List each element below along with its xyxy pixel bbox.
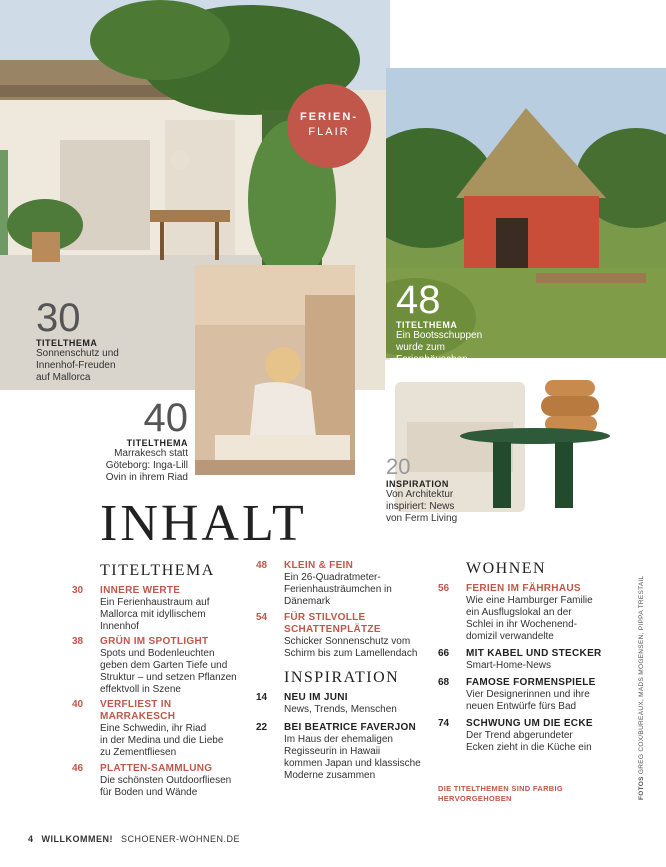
entry-page: 14	[256, 692, 268, 703]
entry-title: PLATTEN-SAMMLUNG	[100, 763, 213, 774]
entry-line: in der Medina und die Liebe	[100, 735, 224, 746]
entry-line: Smart-Home-News	[466, 660, 552, 671]
toc-entry[interactable]	[256, 560, 446, 608]
entry-title: KLEIN & FEIN	[284, 560, 354, 571]
note-line: HERVORGEHOBEN	[438, 794, 512, 803]
caption-20	[386, 455, 457, 525]
toc-entry[interactable]	[72, 699, 252, 759]
entry-line: Die schönsten Outdoorfliesen	[100, 775, 232, 786]
toc-entry[interactable]	[256, 722, 446, 782]
entry-line: geben dem Garten Tiefe und	[100, 660, 228, 671]
footer-website[interactable]: SCHOENER-WOHNEN.DE	[121, 834, 241, 844]
entry-page: 66	[438, 648, 450, 659]
entry-line: Moderne zusammen	[284, 770, 376, 781]
entry-line: Vier Designerinnen und ihre	[466, 689, 590, 700]
caption-line: Göteborg: Inga-Lill	[105, 460, 188, 471]
entry-page: 40	[72, 699, 84, 710]
entry-line: kommen Japan und klassische	[284, 758, 421, 769]
entry-title: NEU IM JUNI	[284, 692, 348, 703]
highlight-note	[438, 784, 563, 804]
badge-line-1: FERIEN-	[300, 111, 358, 123]
entry-line: Mallorca mit idyllischem	[100, 609, 206, 620]
caption-line: Ovin in ihrem Riad	[105, 472, 188, 483]
entry-line: Innenhof	[100, 621, 139, 632]
entry-title: BEI BEATRICE FAVERJON	[284, 722, 417, 733]
caption-line: Innenhof-Freuden	[36, 360, 116, 371]
entry-line: ein Ausflugslokal an der	[466, 607, 572, 618]
section-heading-titelthema: TITELTHEMA	[100, 562, 215, 579]
entry-line: effektvoll in Szene	[100, 684, 181, 695]
caption-line: Ein Bootsschuppen	[396, 330, 483, 341]
entry-line: Wie eine Hamburger Familie	[466, 595, 593, 606]
entry-line: Spots und Bodenleuchten	[100, 648, 215, 659]
entry-page: 54	[256, 612, 268, 623]
entry-line: Eine Schwedin, ihr Riad	[100, 723, 207, 734]
caption-48	[396, 280, 482, 366]
caption-40	[106, 398, 188, 484]
ferien-flair-badge	[287, 84, 371, 168]
badge-line-2: FLAIR	[308, 126, 350, 138]
credits-text: GREG COX/BUREAUX, MADS MOGENSEN, PIPPA TRESTAIL	[638, 575, 645, 775]
entry-line: Regisseurin in Hawaii	[284, 746, 381, 757]
entry-title: FERIEN IM FÄHRHAUS	[466, 583, 581, 594]
footer-section: WILLKOMMEN!	[41, 834, 114, 844]
caption-line: von Ferm Living	[386, 513, 458, 524]
entry-page: 48	[256, 560, 268, 571]
entry-line: Ecken zieht in die Küche ein	[466, 742, 592, 753]
entry-line: News, Trends, Menschen	[284, 704, 397, 715]
entry-page: 56	[438, 583, 450, 594]
entry-page: 38	[72, 636, 84, 647]
caption-label: INSPIRATION	[386, 479, 449, 489]
entry-line: domizil verwandelte	[466, 631, 554, 642]
entry-page: 74	[438, 718, 450, 729]
caption-line: wurde zum	[396, 342, 445, 353]
entry-page: 46	[72, 763, 84, 774]
toc-entry[interactable]	[438, 718, 634, 754]
entry-line: Dänemark	[284, 596, 331, 607]
entry-line: Ferienhausträumchen in	[284, 584, 392, 595]
entry-line: Ein 26-Quadratmeter-	[284, 572, 381, 583]
entry-line: Der Trend abgerundeter	[466, 730, 573, 741]
entry-line: Struktur – und setzen Pflanzen	[100, 672, 237, 683]
toc-entry[interactable]	[438, 583, 634, 643]
entry-title: VERFLIEST IN	[100, 699, 172, 710]
toc-entry[interactable]	[72, 763, 252, 799]
caption-line: Sonnenschutz und	[36, 348, 119, 359]
toc-entry[interactable]	[72, 636, 252, 696]
entry-line: Ein Ferienhaustraum auf	[100, 597, 210, 608]
entry-title: MIT KABEL UND STECKER	[466, 648, 602, 659]
credits-label: FOTOS	[638, 776, 645, 800]
caption-line: auf Mallorca	[36, 372, 91, 383]
entry-title: SCHWUNG UM DIE ECKE	[466, 718, 593, 729]
page-title: INHALT	[100, 495, 307, 552]
entry-title-line-2: SCHATTENPLÄTZE	[284, 624, 381, 635]
caption-number: 48	[396, 278, 441, 322]
entry-line: für Boden und Wände	[100, 787, 198, 798]
toc-entry[interactable]	[256, 612, 446, 660]
caption-number: 20	[386, 454, 411, 479]
entry-page: 68	[438, 677, 450, 688]
entry-line: Im Haus der ehemaligen	[284, 734, 393, 745]
caption-line: Ferienhäuschen	[396, 354, 468, 365]
caption-number: 30	[36, 296, 81, 340]
entry-title: GRÜN IM SPOTLIGHT	[100, 636, 209, 647]
caption-line: Marrakesch statt	[114, 448, 188, 459]
toc-entry[interactable]	[438, 648, 634, 672]
caption-line: inspiriert: News	[386, 501, 455, 512]
caption-line: Von Architektur	[386, 489, 454, 500]
caption-label: TITELTHEMA	[126, 438, 188, 448]
entry-line: neuen Entwürfe fürs Bad	[466, 701, 577, 712]
entry-line: zu Zementfliesen	[100, 747, 177, 758]
entry-page: 22	[256, 722, 268, 733]
caption-label: TITELTHEMA	[396, 320, 458, 330]
caption-30	[36, 298, 119, 384]
toc-entry[interactable]	[256, 692, 446, 716]
section-heading-inspiration: INSPIRATION	[284, 669, 400, 686]
entry-title: FÜR STILVOLLE	[284, 612, 366, 623]
footer-page-number: 4	[28, 834, 34, 844]
entry-page: 30	[72, 585, 84, 596]
entry-line: Schirm bis zum Lamellendach	[284, 648, 418, 659]
caption-number: 40	[143, 396, 188, 440]
entry-title: FAMOSE FORMENSPIELE	[466, 677, 596, 688]
photo-credits	[638, 575, 645, 800]
page-footer	[28, 834, 240, 844]
entry-line: Schlei in ihr Wochenend-	[466, 619, 577, 630]
note-line: DIE TITELTHEMEN SIND FARBIG	[438, 784, 564, 793]
toc-entry[interactable]	[72, 585, 252, 633]
section-heading-wohnen: WOHNEN	[466, 560, 547, 577]
entry-line: Schicker Sonnenschutz vom	[284, 636, 411, 647]
photo-portrait	[195, 265, 355, 475]
entry-title-line-2: MARRAKESCH	[100, 711, 176, 722]
toc-entry[interactable]	[438, 677, 634, 713]
caption-label: TITELTHEMA	[36, 338, 98, 348]
entry-title: INNERE WERTE	[100, 585, 181, 596]
